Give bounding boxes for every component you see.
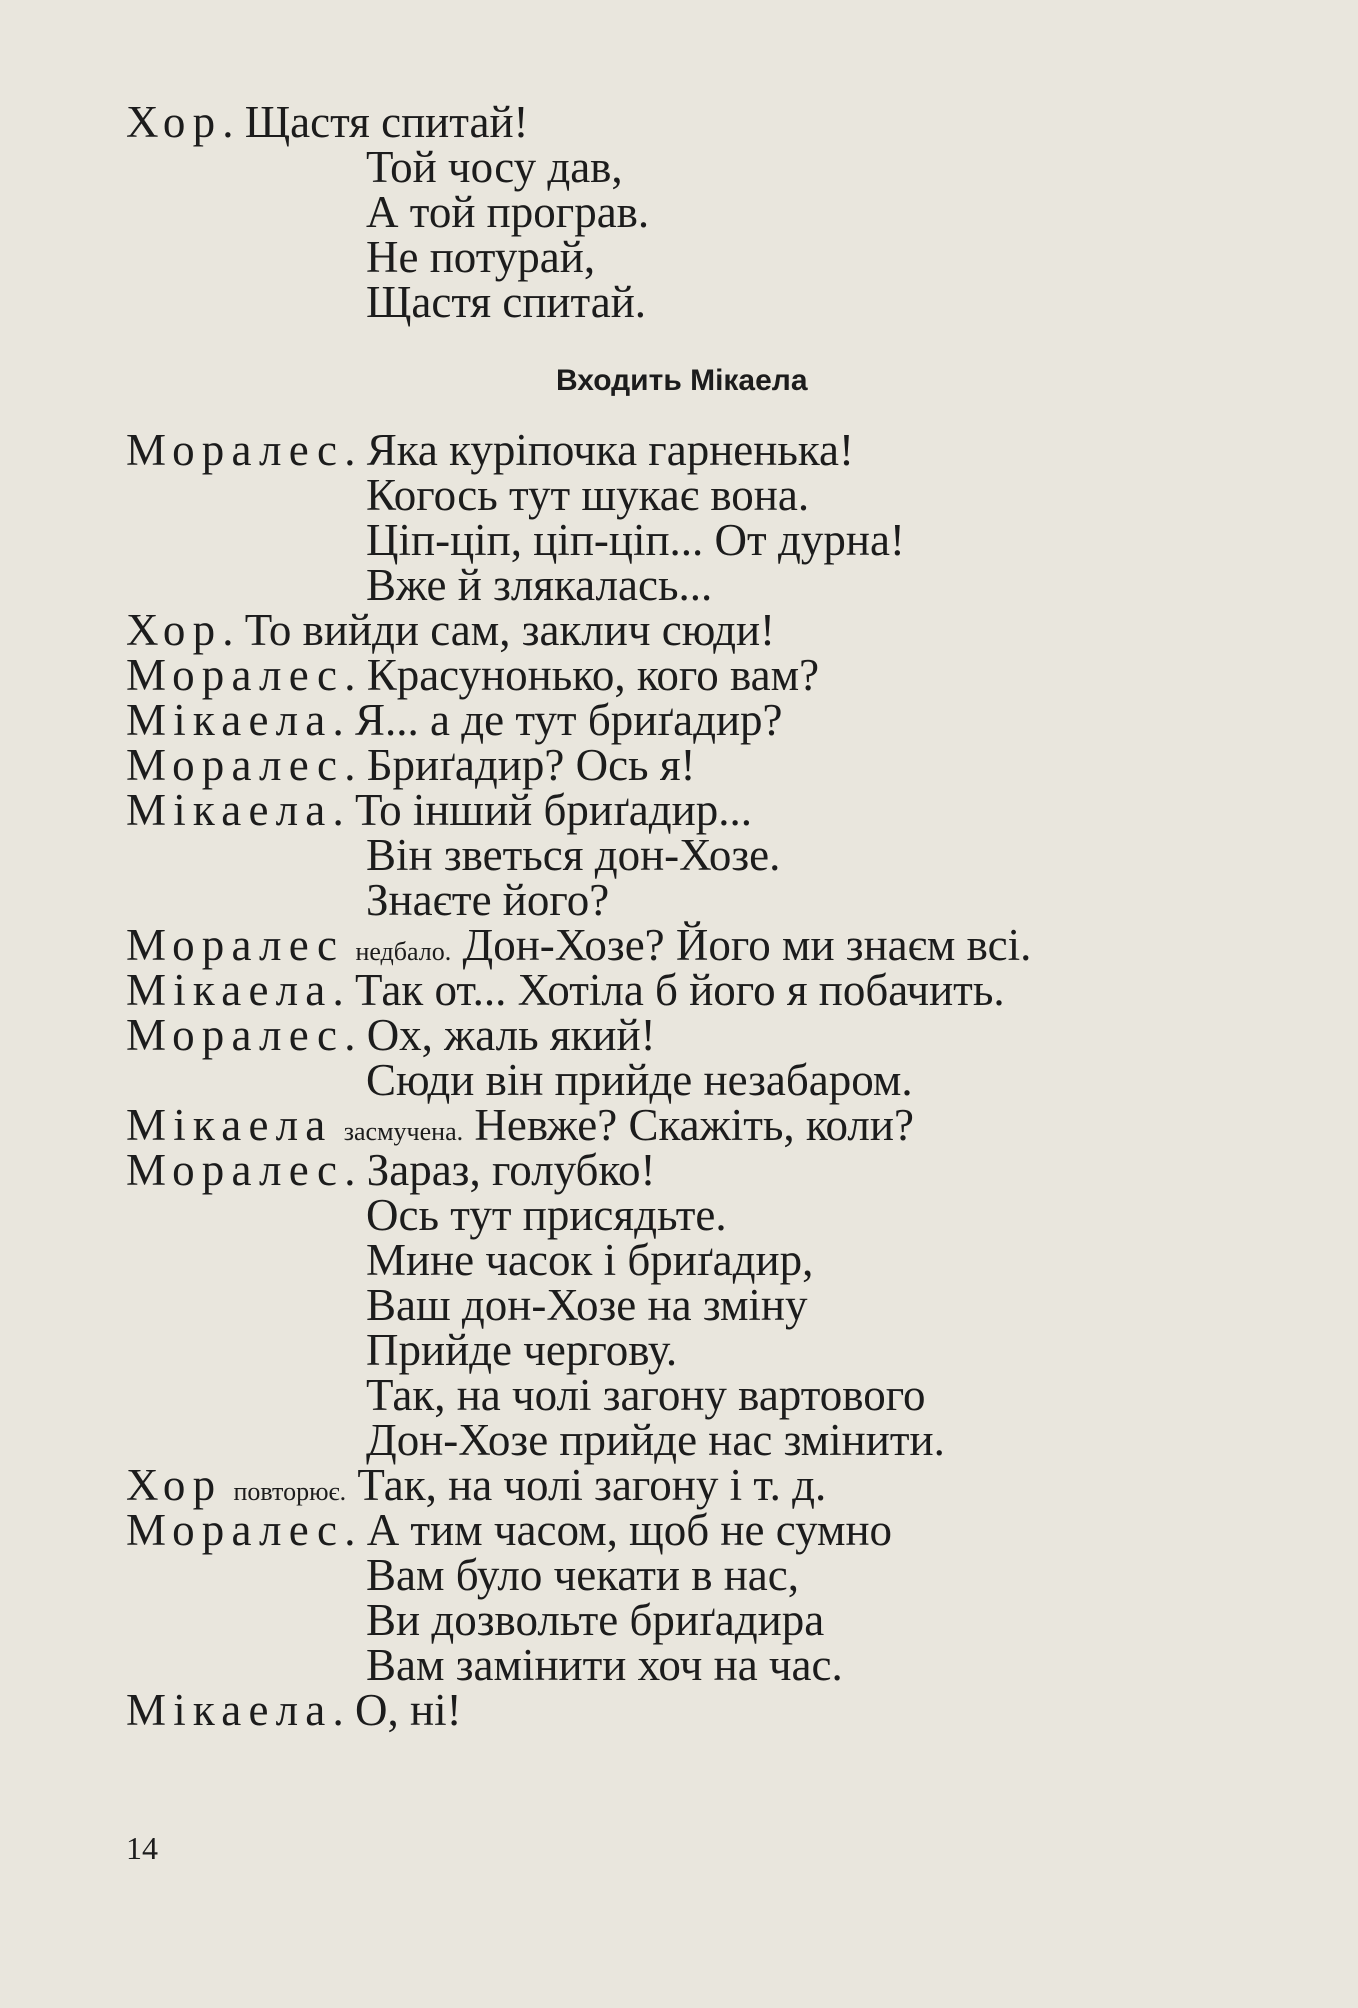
speaker-name: Моралес — [126, 740, 345, 790]
speaker-name: Моралес — [126, 425, 345, 475]
line-text: Вже й злякалась... — [366, 560, 713, 610]
speaker-name: Хор — [126, 97, 223, 147]
verse-line — [366, 515, 905, 565]
line-text: А тим часом, щоб не сумно — [366, 1505, 893, 1555]
line-text: Ви дозвольте бриґадира — [366, 1595, 825, 1645]
page-number: 14 — [126, 1830, 158, 1866]
verse-line — [366, 1640, 843, 1690]
line-text: Вам було чекати в нас, — [366, 1550, 799, 1600]
verse-line — [366, 1190, 727, 1240]
verse-line — [366, 1550, 799, 1600]
stage-remark: недбало. — [355, 937, 452, 966]
line-text: Щастя спитай. — [366, 277, 647, 327]
line-text: Бриґадир? Ось я! — [366, 740, 696, 790]
verse-line — [366, 875, 610, 925]
dialogue-line: Хор. Щастя спитай! — [126, 97, 529, 147]
line-text: Яка куріпочка гарненька! — [366, 425, 855, 475]
speaker-name: Моралес — [126, 1505, 345, 1555]
line-text: Вам замінити хоч на час. — [366, 1640, 843, 1690]
dialogue-line: Мікаела. Я... а де тут бриґадир? — [126, 695, 783, 745]
verse-line — [366, 830, 781, 880]
line-text: А той програв. — [366, 187, 650, 237]
speaker-name: Мікаела — [126, 695, 333, 745]
line-text: Ваш дон-Хозе на зміну — [366, 1280, 808, 1330]
dialogue-line — [126, 1460, 827, 1510]
speaker-name: Хор — [126, 1460, 223, 1510]
verse-line — [366, 1370, 926, 1420]
dialogue-line: Моралес. Яка куріпочка гарненька! — [126, 425, 855, 475]
dialogue-line: Моралес. Зараз, голубко! — [126, 1145, 656, 1195]
line-text: То інший бриґадир... — [354, 785, 752, 835]
speaker-name: Моралес — [126, 1010, 345, 1060]
speaker-name: Мікаела — [126, 1685, 333, 1735]
verse-line — [366, 1415, 945, 1465]
dialogue-line — [126, 1100, 914, 1150]
verse-line — [366, 1235, 814, 1285]
dialogue-line: Моралес. Красунонько, кого вам? — [126, 650, 820, 700]
line-text: Так, на чолі загону і т. д. — [357, 1460, 827, 1510]
speaker-name: Мікаела — [126, 785, 333, 835]
line-text: Дон-Хозе? Його ми знаєм всі. — [462, 920, 1032, 970]
line-text: Дон-Хозе прийде нас змінити. — [366, 1415, 945, 1465]
line-text: Ох, жаль який! — [366, 1010, 656, 1060]
line-text: Ось тут присядьте. — [366, 1190, 727, 1240]
verse-line — [366, 142, 623, 192]
line-text: Зараз, голубко! — [366, 1145, 656, 1195]
line-text: Красунонько, кого вам? — [366, 650, 820, 700]
verse-line — [366, 560, 713, 610]
verse-line — [366, 1280, 808, 1330]
dialogue-line: Мікаела. То інший бриґадир... — [126, 785, 752, 835]
line-text: Ціп-ціп, ціп-ціп... От дурна! — [366, 515, 905, 565]
line-text: Когось тут шукає вона. — [366, 470, 810, 520]
speaker-name: Мікаела — [126, 965, 333, 1015]
speaker-name: Моралес — [126, 650, 345, 700]
speaker-name: Мікаела — [126, 1100, 333, 1150]
line-text: Прийде чергову. — [366, 1325, 678, 1375]
speaker-name: Моралес — [126, 920, 345, 970]
stage-direction: Входить Мікаела — [556, 364, 808, 397]
verse-line — [366, 1595, 825, 1645]
dialogue-line: Моралес. Бриґадир? Ось я! — [126, 740, 696, 790]
speaker-name: Хор — [126, 605, 223, 655]
speaker-name: Моралес — [126, 1145, 345, 1195]
line-text: Він зветься дон-Хозе. — [366, 830, 781, 880]
dialogue-line: Моралес. Ох, жаль який! — [126, 1010, 656, 1060]
line-text: Я... а де тут бриґадир? — [354, 695, 783, 745]
line-text: Так, на чолі загону вартового — [366, 1370, 926, 1420]
verse-line — [366, 232, 596, 282]
line-text: Невже? Скажіть, коли? — [474, 1100, 914, 1150]
verse-line — [366, 277, 647, 327]
verse-line — [366, 1325, 678, 1375]
dialogue-line: Моралес. А тим часом, щоб не сумно — [126, 1505, 893, 1555]
dialogue-line: Мікаела. Так от... Хотіла б його я побачить. — [126, 965, 1005, 1015]
stage-remark: повторює. — [233, 1477, 347, 1506]
dialogue-line — [126, 920, 1032, 970]
line-text: Так от... Хотіла б його я побачить. — [354, 965, 1005, 1015]
line-text: О, ні! — [354, 1685, 462, 1735]
verse-line — [366, 1055, 913, 1105]
line-text: Не потурай, — [366, 232, 596, 282]
line-text: Мине часок і бриґадир, — [366, 1235, 814, 1285]
verse-line — [366, 470, 810, 520]
stage-remark: засмучена. — [343, 1117, 464, 1146]
line-text: Сюди він прийде незабаром. — [366, 1055, 913, 1105]
dialogue-line: Хор. То вийди сам, заклич сюди! — [126, 605, 776, 655]
verse-line — [366, 187, 650, 237]
line-text: То вийди сам, заклич сюди! — [244, 605, 776, 655]
line-text: Щастя спитай! — [244, 97, 529, 147]
line-text: Знаєте його? — [366, 875, 610, 925]
line-text: Той чосу дав, — [366, 142, 623, 192]
dialogue-line: Мікаела. О, ні! — [126, 1685, 462, 1735]
